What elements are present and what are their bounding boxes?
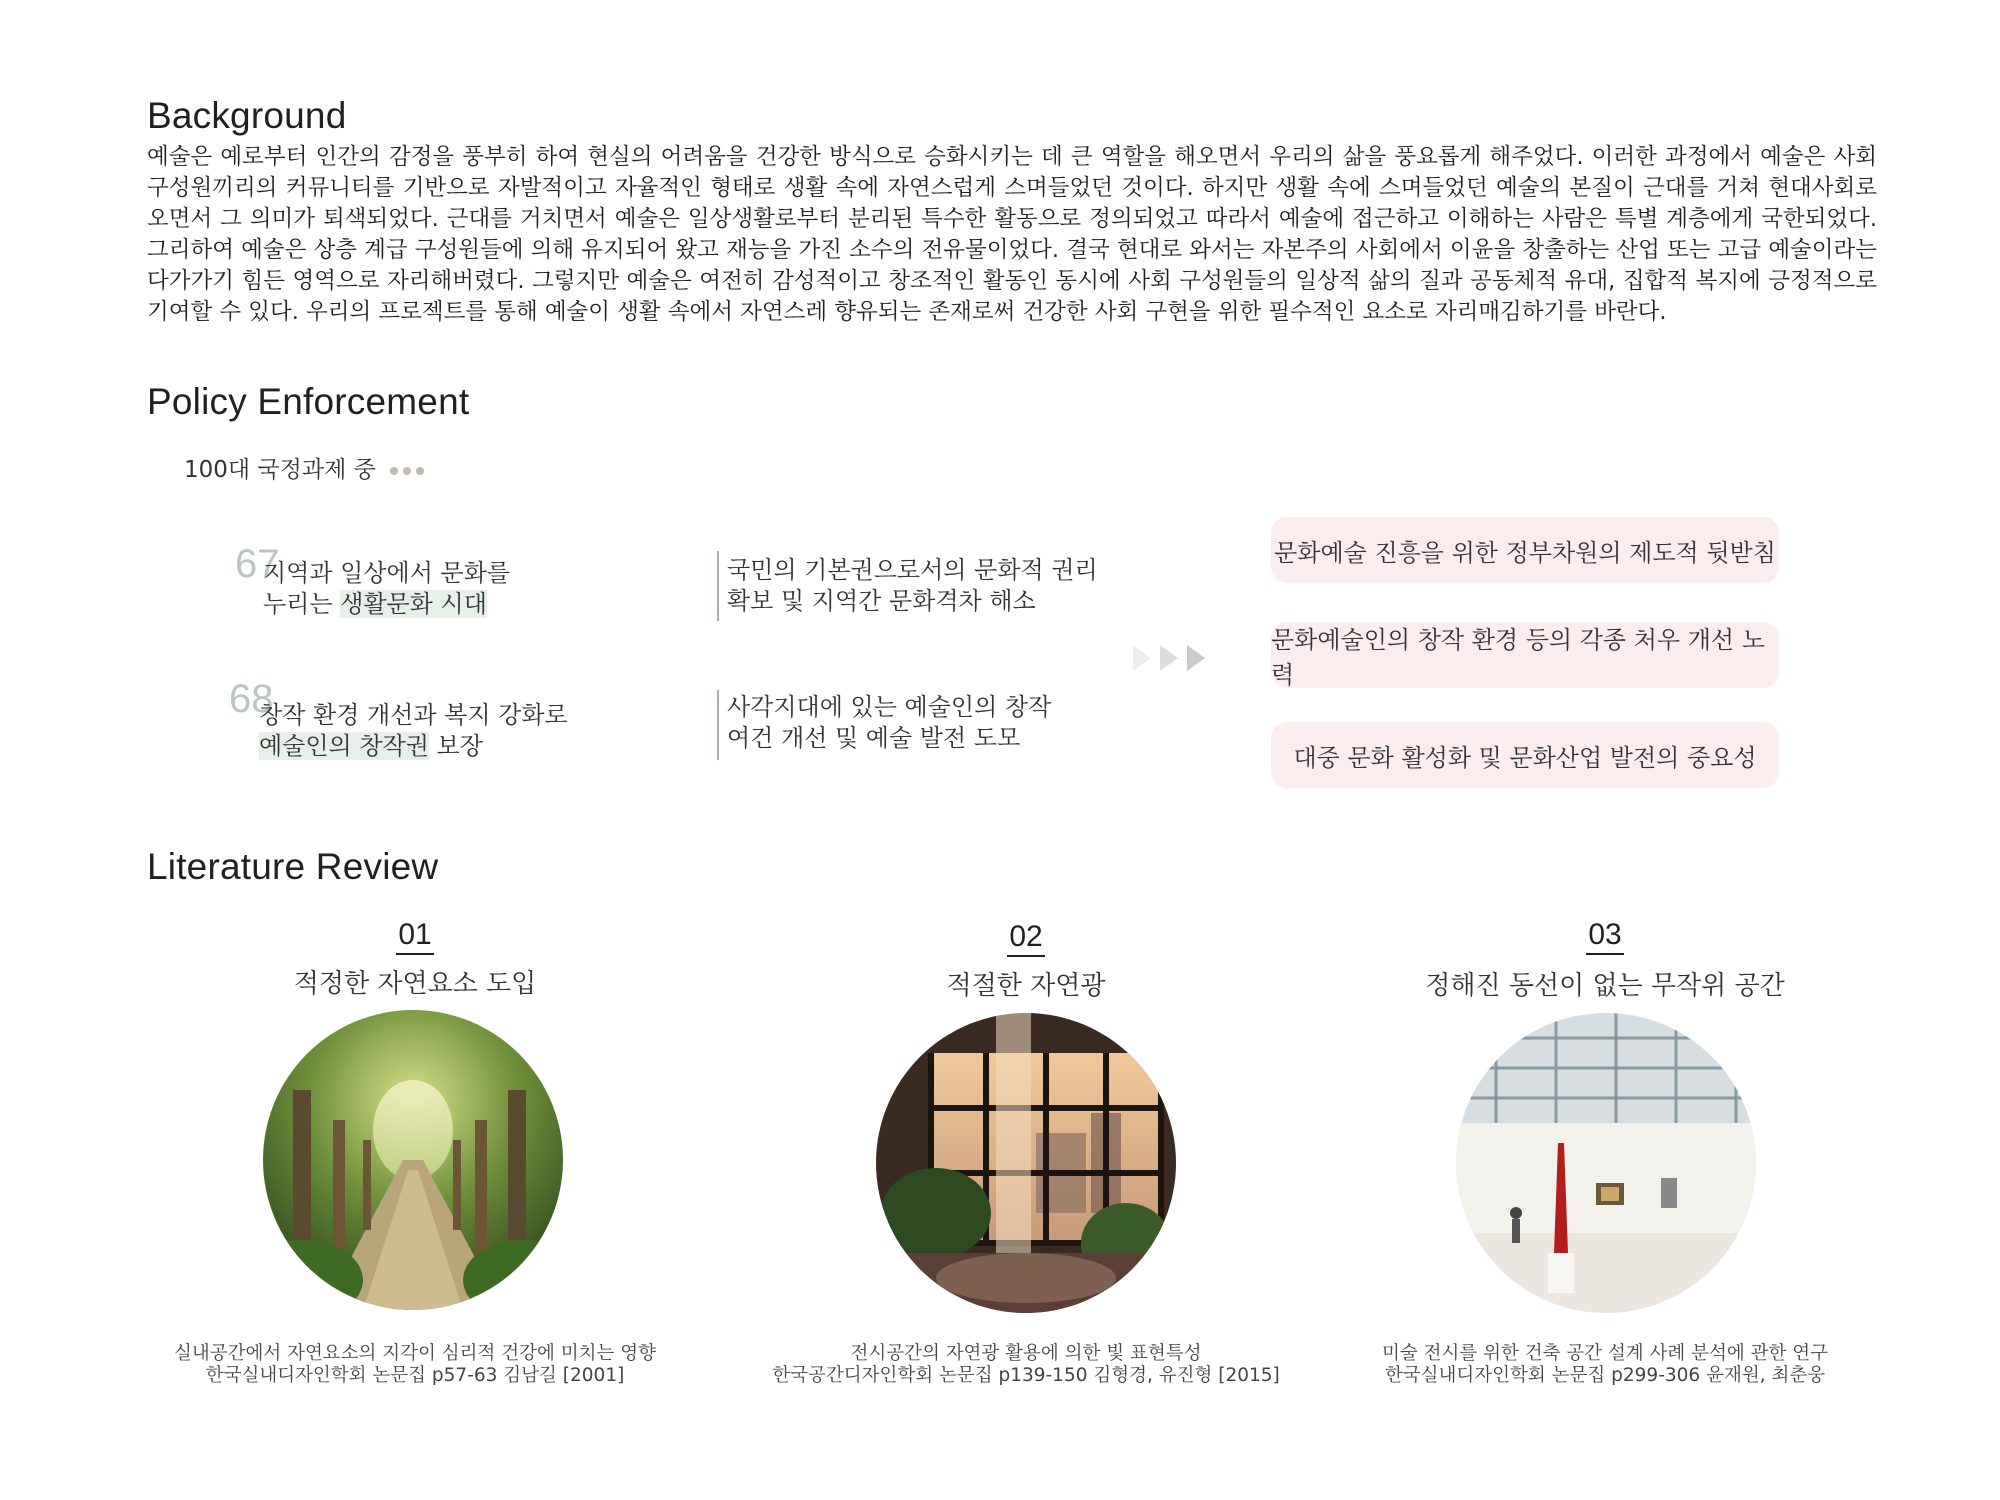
divider [717, 690, 719, 760]
background-line: 그리하여 예술은 상층 계급 구성원들에 의해 유지되어 왔고 재능을 가진 소수의 전유물이었다. 결국 현대로 와서는 자본주의 사회에서 이윤을 창출하는 산업 또는 고급 예술이라는 [147, 237, 1877, 263]
policy-item-line: 창작 환경 개선과 복지 강화로 [259, 701, 568, 729]
background-heading: Background [147, 95, 347, 136]
literature-image-gallery [1456, 1013, 1756, 1313]
policy-item-highlight: 생활문화 시대 [340, 590, 487, 618]
background-paragraph [147, 142, 1877, 328]
background-line: 구성원끼리의 커뮤니티를 기반으로 자발적이고 자율적인 형태로 생활 속에 자연스럽게 스며들었던 것이다. 하지만 생활 속에 스며들었던 예술의 본질이 근대를 거쳐 현대사회로 [147, 175, 1877, 201]
policy-intro-text: 100대 국정과제 중 [184, 457, 376, 483]
background-line: 기여할 수 있다. 우리의 프로젝트를 통해 예술이 생활 속에서 자연스레 향유되는 존재로써 건강한 사회 구현을 위한 필수적인 요소로 자리매김하기를 바란다. [147, 299, 1667, 325]
background-line: 예술은 예로부터 인간의 감정을 풍부히 하여 현실의 어려움을 건강한 방식으로 승화시키는 데 큰 역할을 해오면서 우리의 삶을 풍요롭게 해주었다. 이러한 과정에서 예술은 사회 [147, 144, 1877, 170]
policy-item-line: 지역과 일상에서 문화를 [263, 559, 511, 587]
literature-item-title: 적정한 자연요소 도입 [293, 969, 537, 999]
policy-desc-line: 사각지대에 있는 예술인의 창작 [727, 693, 1052, 721]
ellipsis-dots-icon [390, 455, 429, 481]
literature-item-number: 03 [1586, 918, 1623, 955]
policy-item-text: 누리는 [263, 590, 341, 618]
literature-item-title: 정해진 동선이 없는 무작위 공간 [1425, 971, 1785, 1001]
literature-image-sunlit-window [876, 1013, 1176, 1313]
policy-desc-line: 여건 개선 및 예술 발전 도모 [727, 724, 1021, 752]
literature-item-title: 적절한 자연광 [946, 971, 1106, 1001]
policy-item-description [727, 555, 1098, 617]
literature-image-tree-path [263, 1010, 563, 1310]
policy-heading: Policy Enforcement [147, 381, 470, 422]
triple-arrow-icon [1133, 645, 1205, 671]
outcome-pill: 문화예술인의 창작 환경 등의 각종 처우 개선 노력 [1271, 622, 1779, 688]
policy-item-description [727, 692, 1051, 754]
policy-item-highlight: 예술인의 창작권 [259, 732, 429, 760]
literature-heading: Literature Review [147, 846, 439, 887]
policy-item [259, 700, 568, 762]
policy-item [263, 558, 510, 620]
caption-title: 전시공간의 자연광 활용에 의한 빛 표현특성 [850, 1343, 1202, 1364]
caption-source: 한국공간디자인학회 논문집 p139-150 김형경, 유진형 [2015] [772, 1365, 1280, 1386]
background-line: 다가가기 힘든 영역으로 자리해버렸다. 그렇지만 예술은 여전히 감성적이고 창조적인 활동인 동시에 사회 구성원들의 일상적 삶의 질과 공동체적 유대, 집합적 복지에 긍정적으로 [147, 268, 1877, 294]
divider [717, 551, 719, 621]
caption-source: 한국실내디자인학회 논문집 p299-306 윤재원, 최춘웅 [1384, 1365, 1826, 1386]
policy-item-number: 67 [235, 542, 280, 586]
policy-desc-line: 확보 및 지역간 문화격차 해소 [727, 587, 1036, 615]
literature-item-number: 01 [396, 918, 433, 955]
literature-item-number: 02 [1007, 920, 1044, 957]
caption-title: 실내공간에서 자연요소의 지각이 심리적 건강에 미치는 영향 [173, 1343, 657, 1364]
policy-item-text: 보장 [428, 732, 483, 760]
background-line: 오면서 그 의미가 퇴색되었다. 근대를 거치면서 예술은 일상생활로부터 분리된 특수한 활동으로 정의되었고 따라서 예술에 접근하고 이해하는 사람은 특별 계층에게 국한되었다. [147, 206, 1877, 232]
policy-intro [184, 451, 429, 484]
policy-desc-line: 국민의 기본권으로서의 문화적 권리 [727, 556, 1098, 584]
outcome-pill: 문화예술 진흥을 위한 정부차원의 제도적 뒷받침 [1271, 517, 1779, 583]
outcome-pill: 대중 문화 활성화 및 문화산업 발전의 중요성 [1271, 722, 1779, 788]
policy-item-number: 68 [229, 677, 274, 721]
caption-source: 한국실내디자인학회 논문집 p57-63 김남길 [2001] [205, 1365, 625, 1386]
caption-title: 미술 전시를 위한 건축 공간 설계 사례 분석에 관한 연구 [1381, 1343, 1829, 1364]
